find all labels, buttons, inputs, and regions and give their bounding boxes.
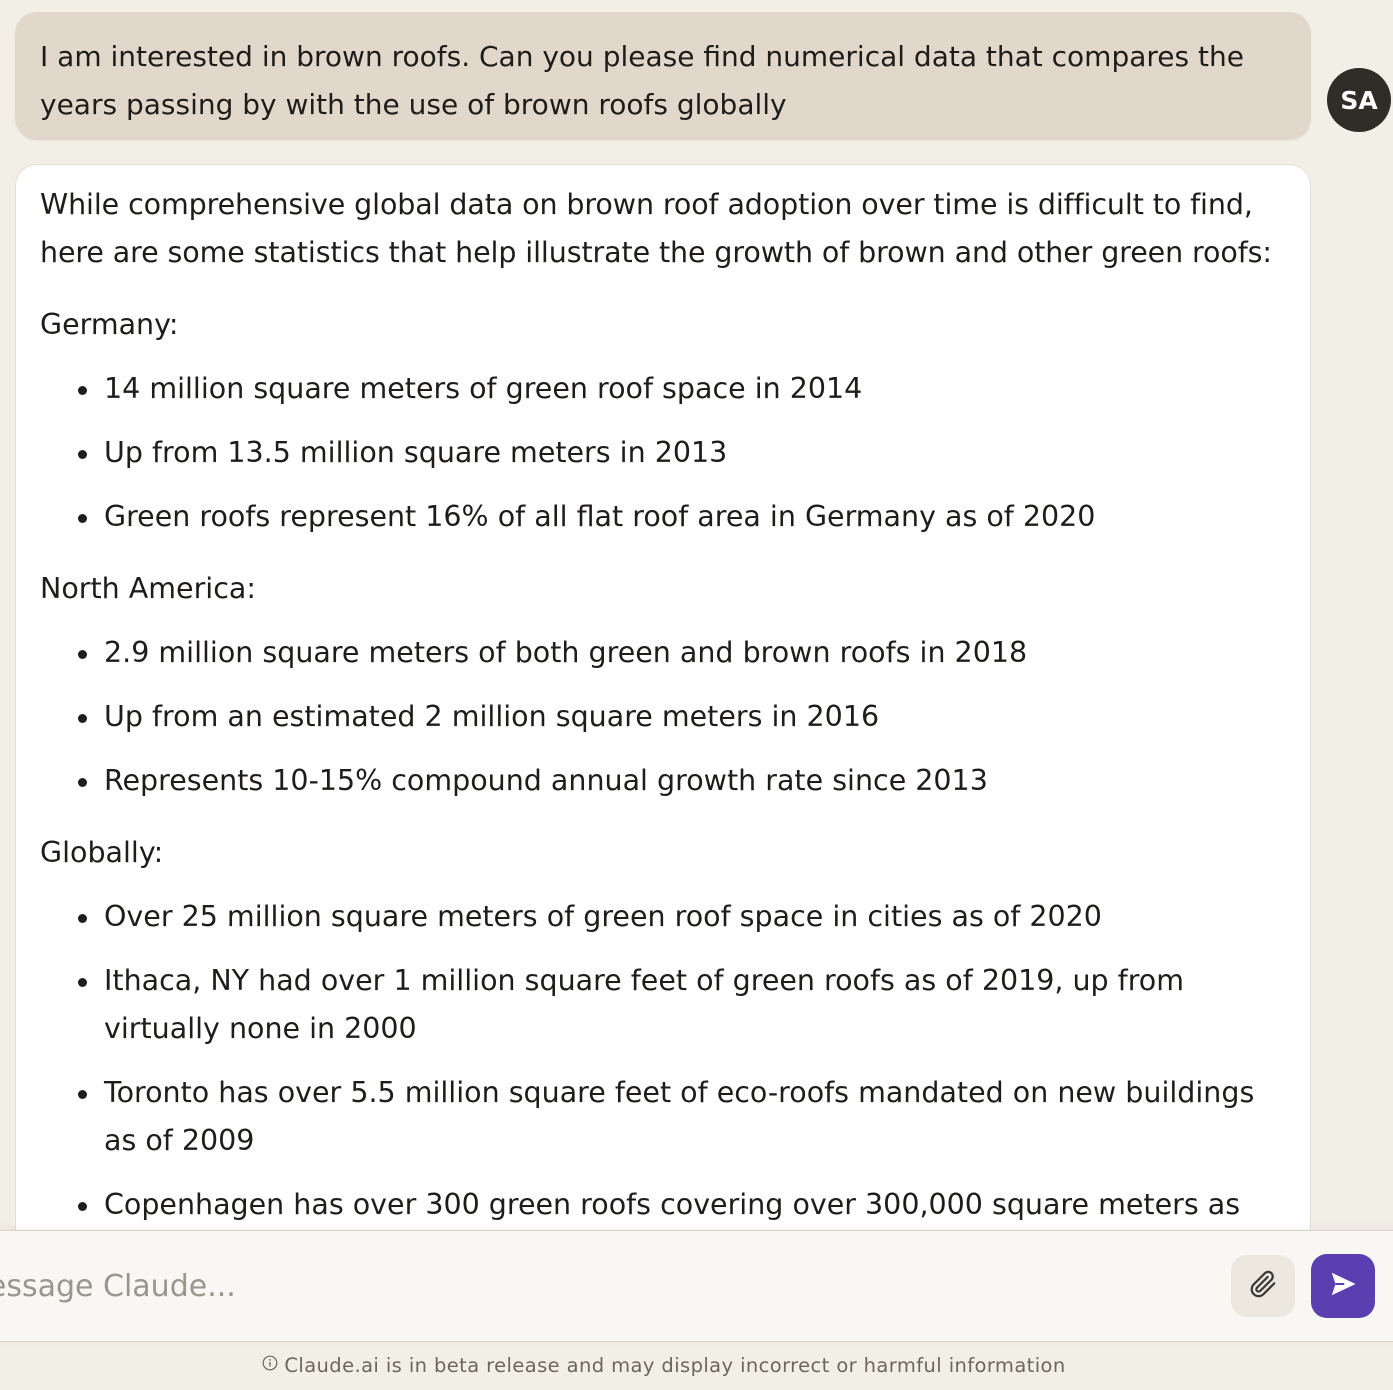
attach-button[interactable] (1231, 1255, 1295, 1317)
list-item: Up from an estimated 2 million square meters in 2016 (40, 693, 1285, 741)
section-heading: Germany: (40, 308, 179, 341)
paperclip-icon (1248, 1269, 1278, 1303)
list-item: Over 25 million square meters of green roof space in cities as of 2020 (40, 893, 1285, 941)
avatar-initials: SA (1340, 85, 1378, 115)
section-globally (40, 829, 1285, 1229)
section-heading: Globally: (40, 836, 164, 869)
section-heading: North America: (40, 572, 256, 605)
list-item: Green roofs represent 16% of all flat roof area in Germany as of 2020 (40, 493, 1285, 541)
user-message-text: I am interested in brown roofs. Can you please find numerical data that compares the years passing by with the use of brown roofs globally (40, 40, 1244, 121)
disclaimer-text: Claude.ai is in beta release and may display incorrect or harmful information (284, 1354, 1066, 1377)
bullet-list (40, 365, 1285, 541)
disclaimer-footer (0, 1350, 1328, 1382)
info-icon (262, 1349, 278, 1381)
list-item: 2.9 million square meters of both green and brown roofs in 2018 (40, 629, 1285, 677)
assistant-intro: While comprehensive global data on brown roof adoption over time is difficult to find, here are some statistics that help illustrate the growth of brown and other green roofs: (40, 188, 1272, 269)
section-germany (40, 301, 1285, 541)
list-item: Copenhagen has over 300 green roofs covering over 300,000 square meters as (40, 1181, 1285, 1229)
user-avatar[interactable] (1327, 68, 1391, 132)
list-item: Toronto has over 5.5 million square feet of eco-roofs mandated on new buildings as of 2009 (40, 1069, 1285, 1165)
list-item: Up from 13.5 million square meters in 2013 (40, 429, 1285, 477)
assistant-message-bubble (15, 164, 1311, 1284)
bullet-list (40, 893, 1285, 1229)
bullet-list (40, 629, 1285, 805)
send-arrow-icon (1328, 1269, 1358, 1303)
list-item: Represents 10-15% compound annual growth rate since 2013 (40, 757, 1285, 805)
user-message-bubble (15, 12, 1311, 140)
section-north-america (40, 565, 1285, 805)
message-input[interactable] (0, 1262, 1162, 1310)
send-button[interactable] (1311, 1254, 1375, 1318)
list-item: 14 million square meters of green roof space in 2014 (40, 365, 1285, 413)
list-item: Ithaca, NY had over 1 million square feet of green roofs as of 2019, up from virtually none in 2000 (40, 957, 1285, 1053)
